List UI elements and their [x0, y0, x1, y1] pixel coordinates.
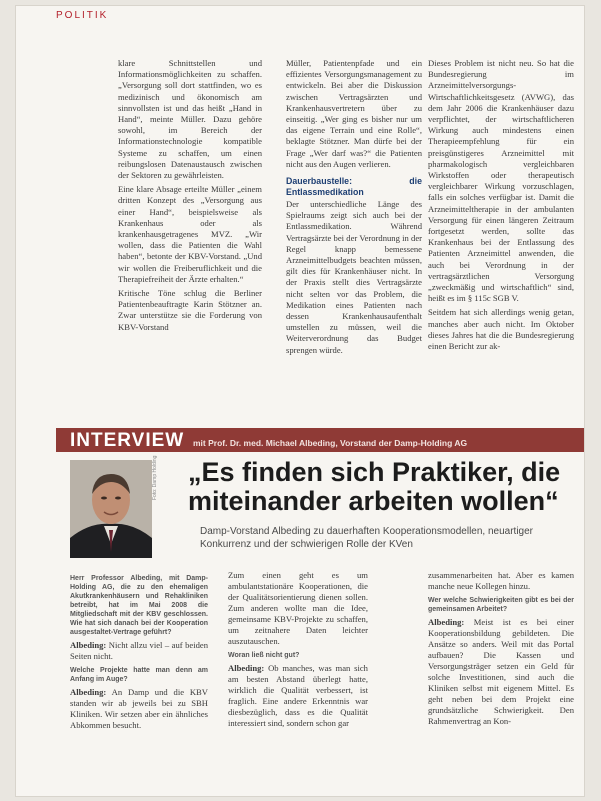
- portrait-photo: [70, 460, 152, 558]
- speaker-name: Albeding:: [428, 617, 465, 627]
- paragraph: Dieses Problem ist nicht neu. So hat die Bundesregierung im Arzneimittelversorgungs-Wirtschaftlichkeitsgesetz (AVWG), das dem Jahr 2006 die Krankenhäuser dazu verpflichtet, der wirtschaftlicheren Wirkung auch mindestens einen Therapieempfehlung für ein preisgünstigeres Arzneimittel mit pharmakologisch vergleichbaren Wirkstoffen oder therapeutisch vergleichbarer Wirkung vorzuschlagen, falls ein solches verfügbar ist. Damit die Arzneimitteltherapie in der ambulanten Versorgung für einen längeren Zeitraum fortgesetzt werden, sollte das Krankenhaus bei der Entlassung des Patienten Arzneimittel anwenden, die auch bei Verordnung in der vertragsärztlichen Versorgung „zweckmäßig und wirtschaftlich“ sind, heißt es im § 115c SGB V.: [428, 58, 574, 304]
- interview-answer: zusammenarbeiten hat. Aber es kamen manche neue Kollegen hinzu.: [428, 570, 574, 591]
- paragraph: Eine klare Absage erteilte Müller „einem dritten Konzept des „Versorgung aus einer Hand“, beispielsweise als Krankenhaus oder als krankenhausgetragenes MVZ. „Wir wollen, dass die Patienten die Wahl haben“, betonte der KBV-Vorstand. „Und wir wollen die Freiberuflichkeit und die Therapiefreiheit der Ärzte erhalten.“: [118, 184, 262, 284]
- paragraph: klare Schnittstellen und Informationsmöglichkeiten zu schaffen. „Versorgung soll dort stattfinden, wo es medizinisch und ökonomisch am sinnvollsten ist und das heißt „Hand in Hand“, meinte Müller. Dazu gehöre sowohl, im Bereich der Informationstechnologie kompatible Systeme zu schaffen, um einen reibungslosen Datenaustausch zwischen der Sektoren zu gewährleisten.: [118, 58, 262, 181]
- speaker-name: Albeding:: [70, 640, 107, 650]
- headline-line: miteinander arbeiten wollen“: [188, 486, 559, 516]
- paragraph: Kritische Töne schlug die Berliner Patientenbeauftragte Karin Stötzner an. Zwar unterstütze sie die Forderung von KBV-Vorstand: [118, 288, 262, 332]
- top-column-2: [286, 58, 422, 359]
- portrait-illustration: [70, 460, 152, 558]
- interview-answer: [228, 663, 368, 729]
- answer-text: Nicht allzu viel – auf beiden Seiten nicht.: [70, 640, 208, 661]
- headline: [188, 458, 568, 516]
- interview-answer: [428, 617, 574, 727]
- interview-column-3: [428, 570, 574, 731]
- top-column-3: [428, 58, 574, 355]
- photo-credit: Foto: Damp Holding: [152, 455, 158, 500]
- interview-answer: [70, 687, 208, 731]
- headline-line: „Es finden sich Praktiker, die: [188, 457, 561, 487]
- interview-label: INTERVIEW: [70, 430, 185, 451]
- answer-text: An Damp und die KBV standen wir ab jeweils bei zu SBH Kliniken. Wir setzen aber ein ähnliches Abkommen besucht.: [70, 687, 208, 730]
- interview-answer: [70, 640, 208, 662]
- interview-question: Herr Professor Albeding, mit Damp-Holding AG, die zu den ehemaligen Akutkrankenhäusern und Rehakliniken betreibt, hat im Mai 2008 die Mitgliedschaft mit der KBV geschlossen. Wie hat sich danach bei der Kooperation ausgestaltet-Vertrage geführt?: [70, 575, 208, 636]
- interview-answer: Zum einen geht es um ambulantstationäre Kooperationen, die der Qualitätsorientierung dienen sollen. Zum anderen wollte man die Idee, gemeinsame KBV-Projekte zu schaffen, um zeitnahere Daten leichter auszutauschen.: [228, 570, 368, 646]
- subheading: Dauerbaustelle: die Entlassmedikation: [286, 176, 422, 197]
- interview-question: Woran ließ nicht gut?: [228, 652, 300, 659]
- interview-subtitle: mit Prof. Dr. med. Michael Albeding, Vorstand der Damp-Holding AG: [193, 438, 468, 448]
- paragraph: Müller, Patientenpfade und ein effizientes Versorgungsmanagement zu entwickeln. Bei aber die Diskussion zwischen Vertragsärzten und Krankenhausvertretern über zu einseitig. „Wer ging es bisher nur um das eigene Terrain und eine Rolle“, beklagte Stötzner. Man dürfe bei der Frage „Wer darf was?“ die Patienten nicht aus den Augen verlieren.: [286, 58, 422, 169]
- answer-text: Ob manches, was man sich am besten Abstand überlegt hatte, wirklich die Qualität verbessert, ist fraglich. Eine andere Erkenntnis war diesbezüglich, dass es die Qualität interessiert sind, sondern schon gar: [228, 663, 368, 728]
- speaker-name: Albeding:: [70, 687, 107, 697]
- answer-text: Meist ist es bei einer Kooperationsbildung gebildeten. Die Ansätze so anders. Weil mit das Portal aufbauen? Die Kassen und Versorgungsträger setzen ein Geld für solche Investitionen, sind auch die Kliniken selbst mit eigenem Mittel. Es geht neben bei dem Projekt eine grundsätzliche Schwierigkeit. Den Rahmenvertrag an Kon-: [428, 617, 574, 726]
- interview-question: Wer welche Schwierigkeiten gibt es bei der gemeinsamen Arbeitet?: [428, 597, 574, 613]
- paragraph: Der unterschiedliche Länge des Spielraums zeigt sich auch bei der Entlassmedikation. Während Vertragsärzte bei der Verordnung in der Regel knapp bemessene Arzneimittelbudgets beachten müssen, gilt dies für Krankenhäuser nicht. In der Praxis stellt dies Vertragsärzte nicht selten vor das Problem, die Medikation eines Patienten nach dessen Krankenhausaufenthalt umstellen zu müssen, weil die Weiterverordnung das Budget sprengen würde.: [286, 199, 422, 355]
- top-column-1: [118, 58, 262, 336]
- speaker-name: Albeding:: [228, 663, 265, 673]
- interview-question: Welche Projekte hatte man denn am Anfang im Auge?: [70, 667, 208, 683]
- paragraph: Seitdem hat sich allerdings wenig getan, manches aber auch nicht. Im Oktober dieses Jahres hat die die Bundesregierung einen Bericht zur ak-: [428, 307, 574, 352]
- interview-column-2: [228, 570, 368, 733]
- section-label: POLITIK: [56, 10, 109, 21]
- interview-column-1: [70, 570, 208, 735]
- deck-text: Damp-Vorstand Albeding zu dauerhaften Kooperationsmodellen, neuartiger Konkurrenz und der schwierigen Rolle der KVen: [200, 526, 533, 550]
